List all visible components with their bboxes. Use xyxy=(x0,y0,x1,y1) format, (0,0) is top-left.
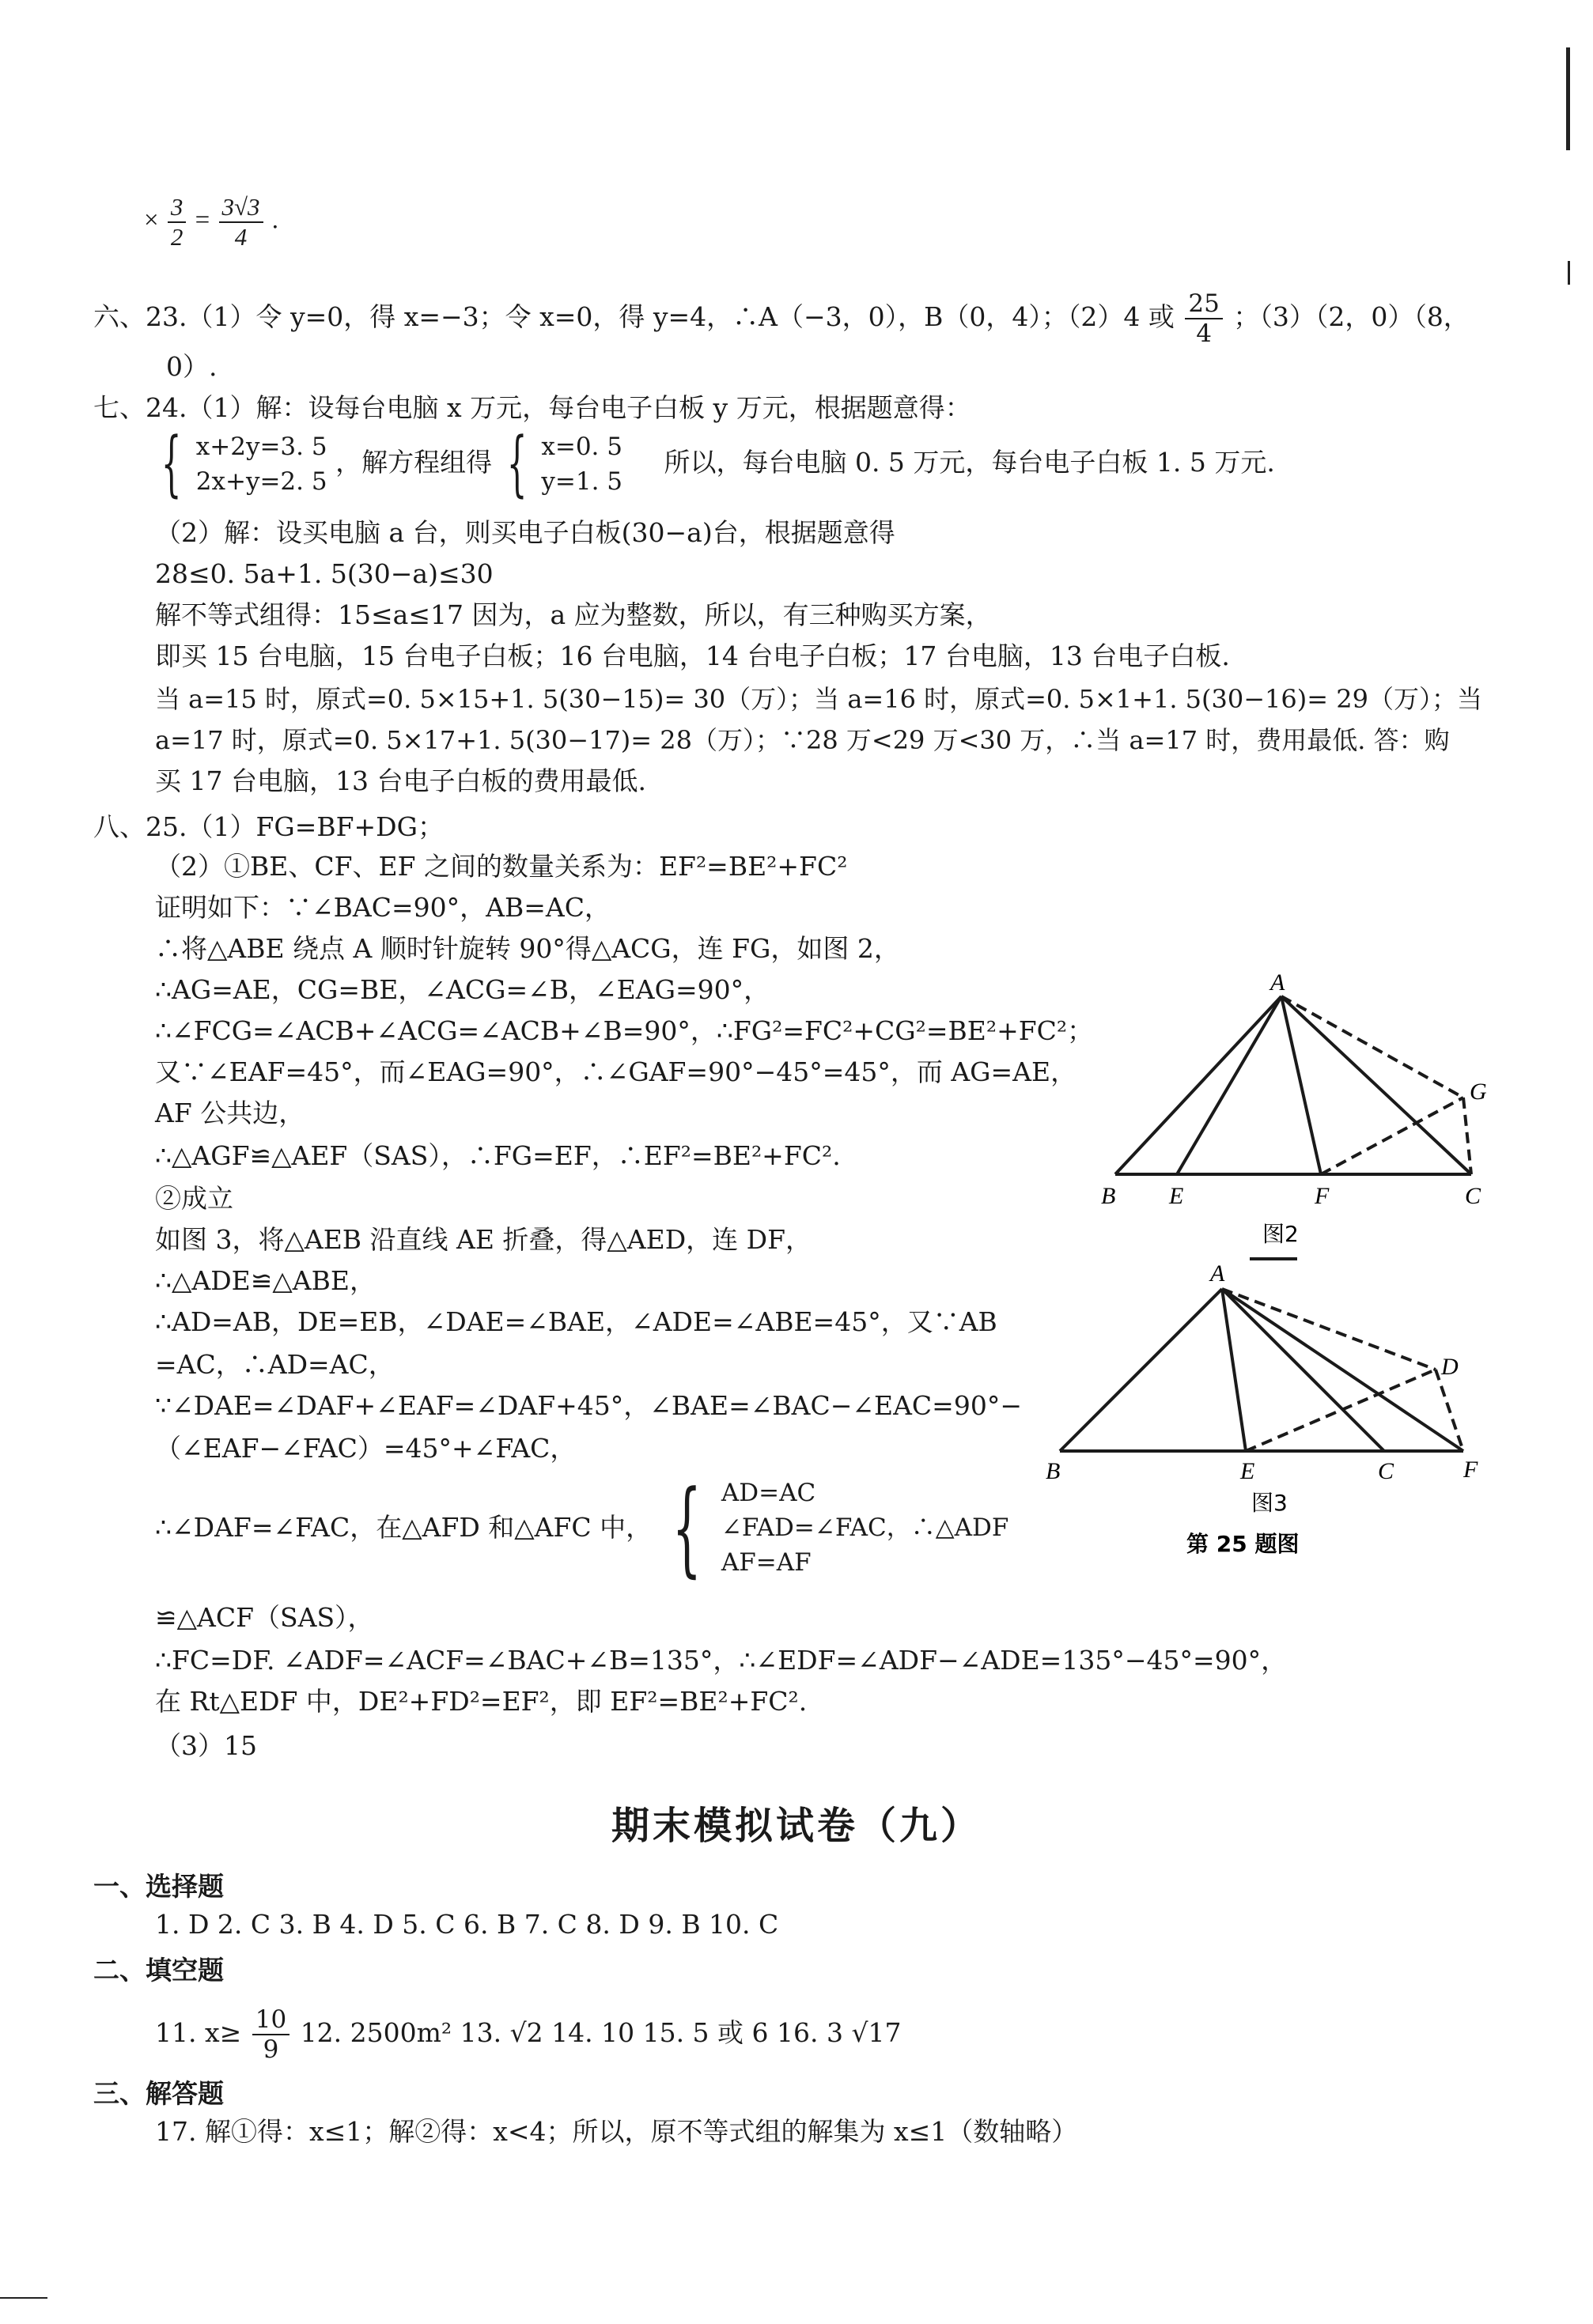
answer-line: 当 a=15 时，原式=0. 5×15+1. 5(30−15)= 30（万）；当 a=16 时，原式=0. 5×1+1. 5(30−16)= 29（万）；当 xyxy=(155,684,1482,714)
figure-group-caption: 第 25 题图 xyxy=(1186,1531,1300,1557)
label-E: E xyxy=(1169,1183,1184,1209)
label-B: B xyxy=(1101,1183,1116,1209)
answer-line: =AC，∴AD=AC， xyxy=(155,1349,395,1380)
fraction: $\frac{10}{9}$ xyxy=(252,2005,289,2064)
answer-line: （3）15 xyxy=(155,1730,257,1761)
answer-line: 即买 15 台电脑，15 台电子白板；16 台电脑，14 台电子白板；17 台电脑，13 台电子白板. xyxy=(155,641,1230,671)
answer-line: AF 公共边， xyxy=(155,1098,305,1128)
figure-2 xyxy=(1084,965,1495,1265)
q24-heading: 七、24.（1）解：设每台电脑 x 万元，每台电子白板 y 万元，根据题意得： xyxy=(93,392,971,423)
label-G: G xyxy=(1470,1079,1487,1105)
label-E: E xyxy=(1240,1458,1255,1484)
figure-2-caption: 图2 xyxy=(1262,1221,1299,1247)
label-A: A xyxy=(1270,969,1285,996)
figure-3-caption: 图3 xyxy=(1251,1490,1288,1516)
multiple-choice-answers: 1. D 2. C 3. B 4. D 5. C 6. B 7. C 8. D 9. B 10. C xyxy=(155,1909,779,1940)
answer-line: 如图 3，将△AEB 沿直线 AE 折叠，得△AED，连 DF， xyxy=(155,1224,812,1255)
answer-line: ②成立 xyxy=(155,1183,233,1214)
answer-line: ∴△AGF≌△AEF（SAS），∴FG=EF，∴EF²=BE²+FC². xyxy=(155,1140,841,1171)
answer-line: ∵∠DAE=∠DAF+∠EAF=∠DAF+45°，∠BAE=∠BAC−∠EAC=90°− xyxy=(155,1390,1022,1421)
section-heading: 一、选择题 xyxy=(93,1871,224,1902)
binding-mark xyxy=(1566,47,1570,150)
label-B: B xyxy=(1046,1458,1061,1484)
answer-line: 在 Rt△EDF 中，DE²+FD²=EF²，即 EF²=BE²+FC². xyxy=(155,1686,808,1717)
label-F: F xyxy=(1463,1457,1478,1483)
congruence-line: ∴∠DAF=∠FAC，在△AFD 和△AFC 中， { AD=AC ∠FAD=∠FAC，∴△ADF AF=AF xyxy=(155,1468,1009,1588)
fraction: $\frac{3√3}{4}$ xyxy=(219,193,263,251)
answer-line: （2）①BE、CF、EF 之间的数量关系为：EF²=BE²+FC² xyxy=(155,851,848,882)
section-heading: 二、填空题 xyxy=(93,1955,224,1986)
answer-line: 证明如下：∵∠BAC=90°，AB=AC， xyxy=(155,892,611,923)
answer-line: ≌△ACF（SAS）， xyxy=(155,1602,374,1633)
label-F: F xyxy=(1315,1183,1330,1209)
label-A: A xyxy=(1210,1260,1225,1287)
answer-line: ∴AD=AB，DE=EB，∠DAE=∠BAE，∠ADE=∠ABE=45°，又∵AB xyxy=(155,1306,997,1337)
binding-mark xyxy=(1568,261,1570,285)
label-C: C xyxy=(1378,1458,1394,1484)
answer-line: 28≤0. 5a+1. 5(30−a)≤30 xyxy=(155,558,494,589)
answer-line: × $\frac{3}{2}$ = $\frac{3√3}{4}$ . xyxy=(144,193,279,251)
page-footer-rule xyxy=(0,2297,47,2299)
answer-line: 17. 解①得：x≤1；解②得：x<4；所以，原不等式组的解集为 x≤1（数轴略） xyxy=(155,2116,1078,2147)
answer-line: （∠EAF−∠FAC）=45°+∠FAC， xyxy=(155,1433,577,1464)
answer-line: 解不等式组得：15≤a≤17 因为，a 应为整数，所以，有三种购买方案， xyxy=(155,599,992,630)
answer-line: 又∵∠EAF=45°，而∠EAG=90°，∴∠GAF=90°−45°=45°，而 AG=AE， xyxy=(155,1056,1077,1087)
answer-line: ∴∠FCG=∠ACB+∠ACG=∠ACB+∠B=90°，∴FG²=FC²+CG²=BE²+FC²； xyxy=(155,1015,1094,1046)
answer-line: ∴△ADE≌△ABE， xyxy=(155,1265,376,1296)
section-heading: 三、解答题 xyxy=(93,2078,224,2109)
fraction: $\frac{25}{4}$ xyxy=(1185,289,1222,348)
figure-3 xyxy=(1036,1257,1511,1589)
answer-line: ∴AG=AE，CG=BE，∠ACG=∠B，∠EAG=90°， xyxy=(155,974,770,1005)
equation-system-line: { x+2y=3. 5 2x+y=2. 5 ，解方程组得 { x=0. 5 y=1. 5 所以，每台电脑 0. 5 万元，每台电子白板 1. 5 万元. xyxy=(161,422,1275,505)
fraction: $\frac{3}{2}$ xyxy=(168,193,187,251)
fill-in-answers: 11. x≥ $\frac{10}{9}$ 12. 2500m² 13. √2 14. 10 15. 5 或 6 16. 3 √17 xyxy=(155,2005,902,2064)
answer-line: 0）. xyxy=(166,351,218,382)
q25-heading: 八、25.（1）FG=BF+DG； xyxy=(93,811,445,842)
answer-line: a=17 时，原式=0. 5×17+1. 5(30−17)= 28（万）；∵28 万<29 万<30 万，∴当 a=17 时，费用最低. 答：购 xyxy=(155,725,1450,755)
answer-line: ∴FC=DF. ∠ADF=∠ACF=∠BAC+∠B=135°，∴∠EDF=∠ADF−∠ADE=135°−45°=90°， xyxy=(155,1645,1288,1676)
q23-answer: 六、23.（1）令 y=0，得 x=−3；令 x=0，得 y=4，∴A（−3，0），B（0，4）；（2）4 或 $\frac{25}{4}$ ；（3）（2，0）（8， xyxy=(93,289,1470,348)
exam-title: 期末模拟试卷（九） xyxy=(611,1804,982,1848)
answer-line: （2）解：设买电脑 a 台，则买电子白板(30−a)台，根据题意得 xyxy=(155,517,895,548)
label-C: C xyxy=(1465,1183,1481,1209)
answer-line: 买 17 台电脑，13 台电子白板的费用最低. xyxy=(155,765,646,796)
answer-line: ∴将△ABE 绕点 A 顺时针旋转 90°得△ACG，连 FG，如图 2， xyxy=(155,933,900,964)
label-D: D xyxy=(1441,1354,1459,1380)
